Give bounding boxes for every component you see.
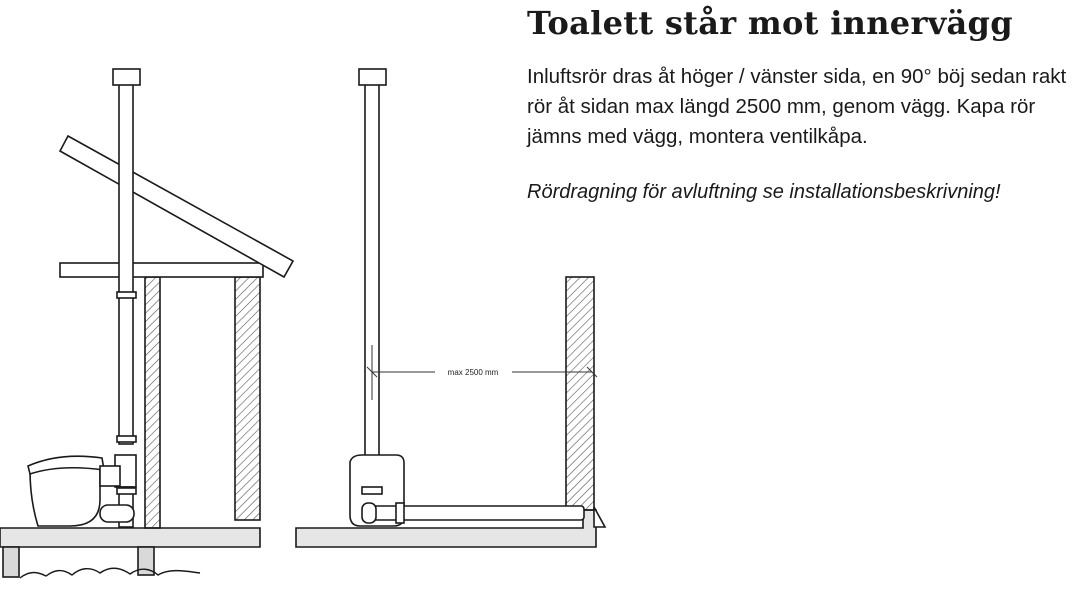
pipe-elbow	[362, 503, 376, 523]
pipe-joint	[396, 503, 404, 523]
pipe-collar-right	[362, 487, 382, 494]
description-text: Inluftsrör dras åt höger / vänster sida, en 90° böj sedan rakt rör åt sidan max längd 2500 mm, genom vägg. Kapa rör jämns med vägg, montera ventilkåpa.	[527, 65, 1067, 148]
sloped-roof	[60, 136, 293, 277]
dimension-label: max 2500 mm	[447, 368, 499, 377]
floor-slab-left	[0, 528, 260, 547]
inner-wall-left	[145, 277, 160, 528]
outer-wall-left	[235, 277, 260, 520]
installation-note: Rördragning för avluftning se installationsbeskrivning!	[527, 181, 1001, 203]
foundation-post-1	[3, 547, 19, 577]
vent-pipe-right	[365, 84, 379, 494]
toilet-fan-box	[100, 466, 120, 486]
vent-hood	[594, 507, 605, 527]
vent-pipe-left	[119, 84, 133, 444]
ground-line	[20, 568, 200, 578]
side-view	[0, 69, 293, 578]
pipe-collar-1	[117, 292, 136, 298]
page-title: Toalett står mot innervägg	[527, 4, 1013, 42]
outer-wall-right	[566, 277, 594, 510]
pipe-cap-left	[113, 69, 140, 85]
toilet-outlet	[100, 505, 134, 522]
pipe-cap-right	[359, 69, 386, 85]
ceiling-beam	[60, 263, 263, 277]
pipe-collar-2	[117, 436, 136, 442]
pipe-collar-3	[117, 488, 136, 494]
